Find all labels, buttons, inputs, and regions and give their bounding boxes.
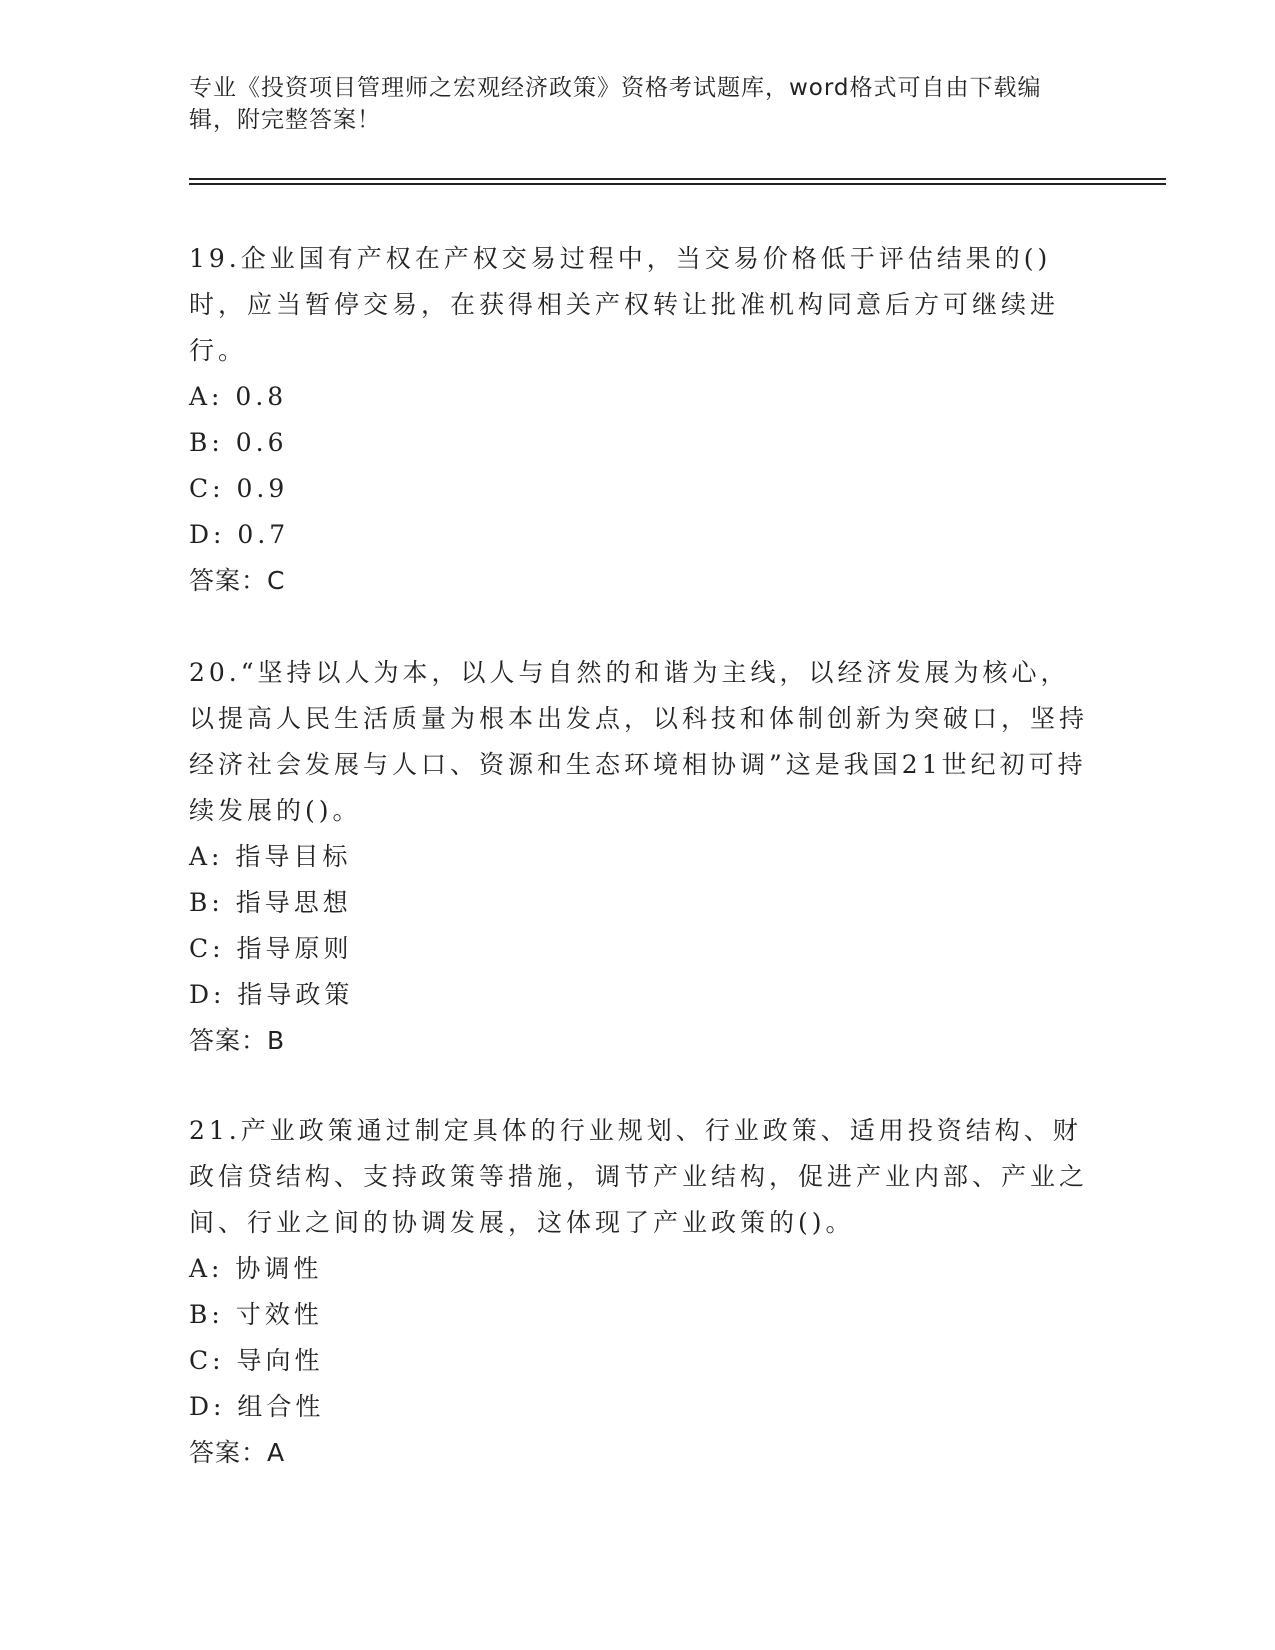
option-d: D: 0.7 <box>189 520 290 549</box>
answer: 答案：C <box>189 566 286 595</box>
question-21 <box>189 1108 1089 1476</box>
option-d: D: 指导政策 <box>189 980 354 1009</box>
option-c: C: 导向性 <box>189 1346 324 1375</box>
header-divider-bottom <box>189 183 1166 185</box>
option-b: B: 指导思想 <box>189 888 352 917</box>
option-d: D: 组合性 <box>189 1392 325 1421</box>
document-header-note: 专业《投资项目管理师之宏观经济政策》资格考试题库，word格式可自由下载编辑，附完整答案！ <box>189 75 1042 133</box>
option-a: A: 0.8 <box>189 382 288 411</box>
option-c: C: 0.9 <box>189 474 289 503</box>
answer: 答案：B <box>189 1026 286 1055</box>
option-a: A: 指导目标 <box>189 842 352 871</box>
question-text: 21.产业政策通过制定具体的行业规划、行业政策、适用投资结构、财政信贷结构、支持政策等措施，调节产业结构，促进产业内部、产业之间、行业之间的协调发展，这体现了产业政策的()。 <box>189 1116 1089 1237</box>
question-text: 20.“坚持以人为本，以人与自然的和谐为主线，以经济发展为核心，以提高人民生活质量为根本出发点，以科技和体制创新为突破口，坚持经济社会发展与人口、资源和生态环境相协调”这是我国21世纪初可持续发展的()。 <box>189 658 1089 825</box>
option-b: B: 0.6 <box>189 428 288 457</box>
option-c: C: 指导原则 <box>189 934 353 963</box>
header-divider-top <box>189 178 1166 180</box>
option-a: A: 协调性 <box>189 1254 323 1283</box>
answer: 答案：A <box>189 1438 286 1467</box>
question-text: 19.企业国有产权在产权交易过程中，当交易价格低于评估结果的()时，应当暂停交易，在获得相关产权转让批准机构同意后方可继续进行。 <box>189 244 1060 365</box>
option-b: B: 寸效性 <box>189 1300 323 1329</box>
question-20 <box>189 650 1089 1064</box>
question-19 <box>189 236 1089 604</box>
